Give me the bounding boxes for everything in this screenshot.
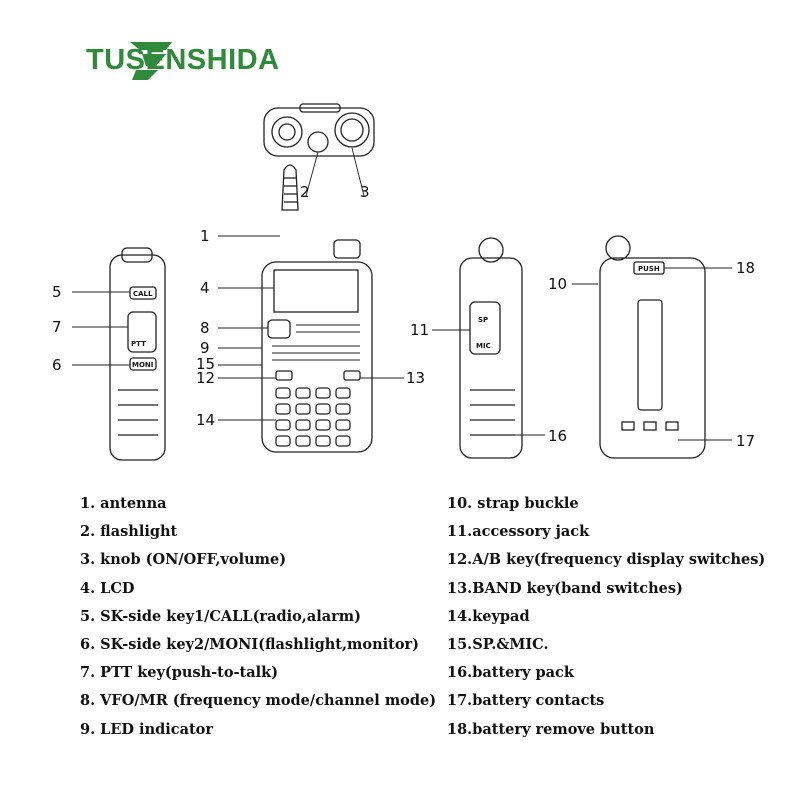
legend-item: 15.SP.&MIC. (447, 636, 549, 654)
callout-1: 1 (200, 227, 210, 245)
legend-item: 4. LCD (80, 579, 135, 597)
radio-left-side-view (110, 248, 165, 460)
callout-11: 11 (410, 321, 430, 339)
push-label: PUSH (638, 265, 660, 273)
callout-12: 12 (196, 369, 216, 387)
callout-16: 16 (548, 427, 568, 445)
legend-right (447, 490, 765, 744)
radio-diagram (0, 90, 800, 480)
callout-10: 10 (548, 275, 568, 293)
legend-item: 13.BAND key(band switches) (447, 579, 683, 597)
callout-3: 3 (360, 183, 370, 201)
battery-pack (638, 300, 662, 410)
callout-18: 18 (736, 259, 756, 277)
callout-15: 15 (196, 355, 216, 373)
vfo-mr-key (268, 320, 290, 338)
callout-6: 6 (52, 356, 62, 374)
legend-item: 16.battery pack (447, 664, 574, 682)
callout-5: 5 (52, 283, 62, 301)
legend-item: 3. knob (ON/OFF,volume) (80, 551, 287, 569)
legend-item: 1. antenna (80, 495, 167, 512)
knob-icon (335, 113, 369, 147)
callout-13: 13 (406, 369, 426, 387)
legend-item: 5. SK-side key1/CALL(radio,alarm) (80, 607, 361, 625)
legend-item: 7. PTT key(push-to-talk) (80, 664, 279, 682)
callout-17: 17 (736, 432, 756, 450)
legend-item: 9. LED indicator (80, 720, 213, 738)
radio-top-view (264, 104, 374, 156)
legend-item: 10. strap buckle (447, 495, 579, 512)
brand-name: TUSENSHIDA (86, 44, 280, 76)
legend-item: 17.battery contacts (447, 692, 605, 710)
sp-label: SP (478, 316, 489, 324)
callout-14: 14 (196, 411, 216, 429)
callout-9: 9 (200, 339, 210, 357)
legend-item: 11.accessory jack (447, 523, 590, 541)
legend-item: 2. flashlight (80, 523, 178, 541)
radio-front-view (262, 165, 372, 452)
legend-item: 12.A/B key(frequency display switches) (447, 551, 766, 569)
mic-label: MIC (476, 342, 491, 350)
legend-left (80, 490, 436, 744)
legend-item: 8. VFO/MR (frequency mode/channel mode) (80, 692, 437, 710)
callout-7: 7 (52, 318, 62, 336)
legend-item: 14.keypad (447, 607, 530, 625)
legend-item: 18.battery remove button (447, 720, 655, 738)
keypad-icon (276, 388, 350, 446)
callout-2: 2 (300, 183, 310, 201)
call-key-label: CALL (133, 290, 153, 298)
flashlight-icon (308, 132, 328, 152)
legend-item: 6. SK-side key2/MONI(flashlight,monitor) (80, 636, 419, 654)
moni-key-label: MONI (132, 361, 154, 369)
antenna-icon (282, 165, 298, 210)
callout-4: 4 (200, 279, 210, 297)
radio-right-side-view (460, 238, 522, 458)
leader-lines (72, 148, 732, 440)
lcd-screen (274, 270, 358, 312)
callout-8: 8 (200, 319, 210, 337)
ptt-key-label: PTT (131, 340, 146, 348)
